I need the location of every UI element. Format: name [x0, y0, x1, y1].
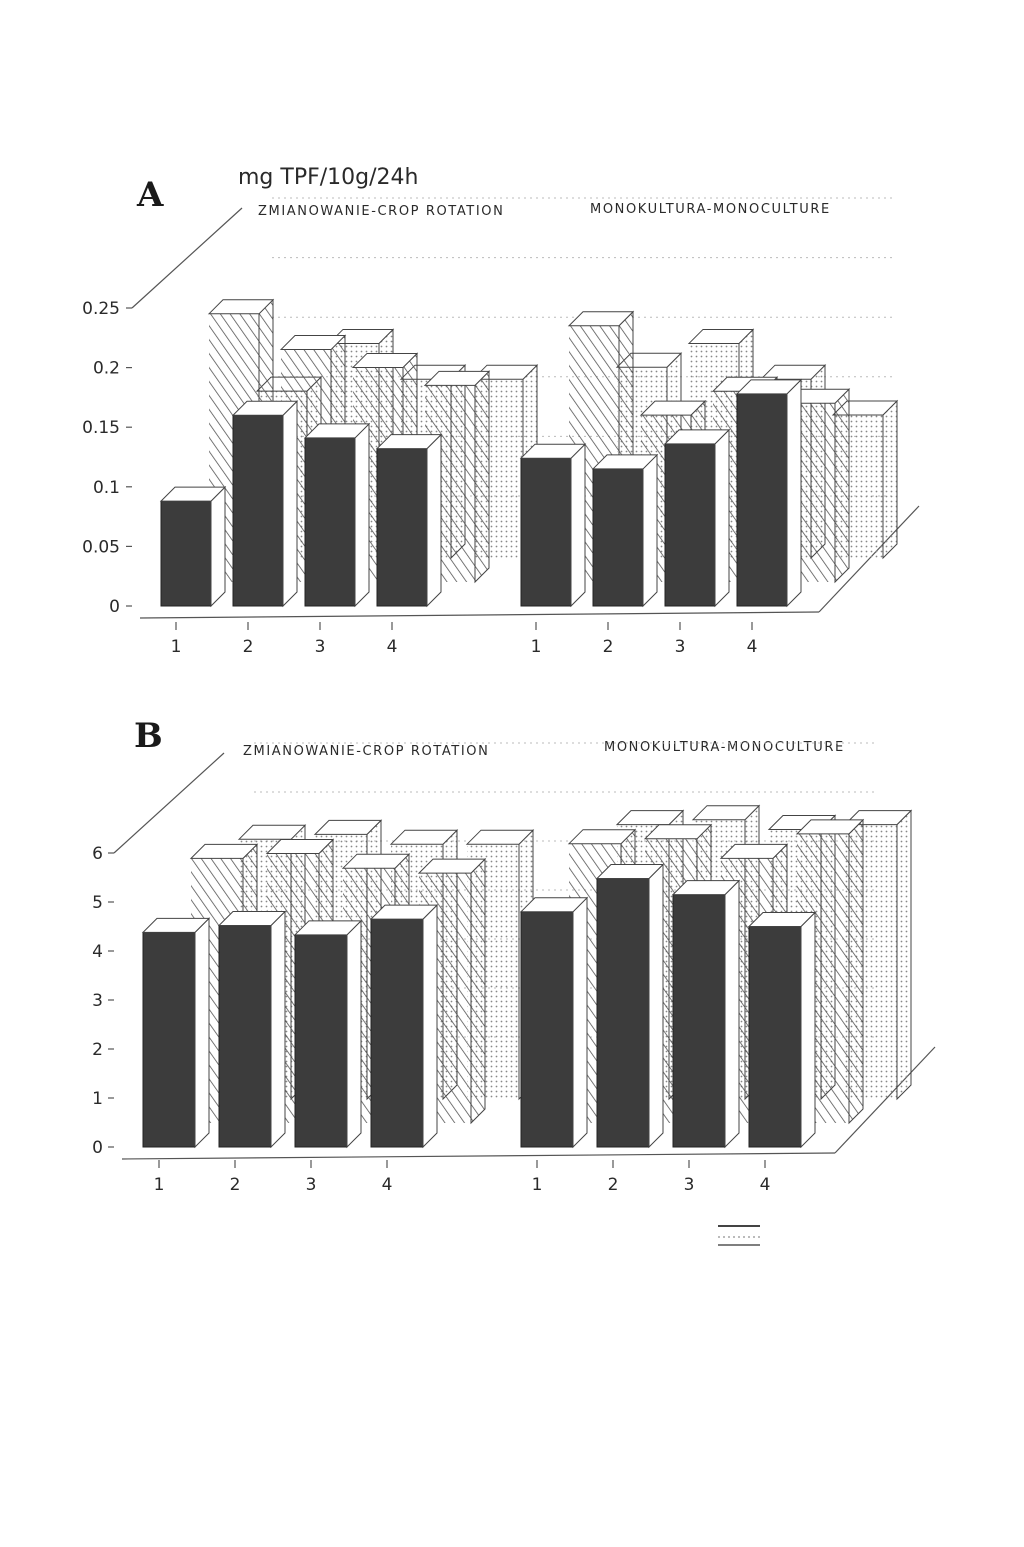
panel-b-bar-hatched-g1-c4-side — [471, 859, 485, 1123]
panel-b-category-label: 3 — [305, 1175, 317, 1195]
panel-b-category-label: 1 — [153, 1175, 165, 1195]
panel-a-category-label: 2 — [242, 637, 254, 657]
panel-b-floor-front — [122, 1153, 835, 1159]
panel-b-bar-solid-g2-c3-side — [725, 881, 739, 1147]
panel-b-bar-solid-g1-c2 — [219, 912, 285, 1147]
panel-b-category-label: 4 — [381, 1175, 393, 1195]
panel-a-bar-solid-g2-c1 — [521, 444, 585, 606]
panel-b-bar-solid-g1-c3 — [295, 921, 361, 1147]
panel-b-bar-solid-g1-c1 — [143, 918, 209, 1147]
panel-a-bar-solid-g1-c3-side — [355, 424, 369, 606]
panel-b-bar-solid-g2-c1 — [521, 898, 587, 1147]
panel-b-ytick-label: 6 — [92, 844, 103, 864]
panel-b-bar-solid-g2-c4 — [749, 913, 815, 1148]
panel-a-category-label: 1 — [170, 637, 182, 657]
panel-a-bar-solid-g2-c4-front — [737, 394, 787, 606]
panel-a-category-label: 2 — [602, 637, 614, 657]
panel-a-plot — [82, 198, 919, 657]
panel-a-bar-solid-g1-c4 — [377, 435, 441, 606]
panel-b-label: B — [134, 716, 163, 756]
panel-b-category-label: 1 — [531, 1175, 543, 1195]
panel-a-ytick-label: 0.15 — [82, 418, 120, 439]
panel-b-bar-solid-g2-c1-front — [521, 912, 573, 1147]
panel-b-ytick-label: 1 — [92, 1089, 103, 1109]
legend — [718, 1226, 760, 1245]
panel-b-bar-solid-g1-c4 — [371, 905, 437, 1147]
panel-a-ytick-label: 0.05 — [82, 537, 120, 558]
panel-a-bar-solid-g1-c2-side — [283, 401, 297, 606]
panel-a-bar-dotted-g2-c4-side — [883, 401, 897, 558]
panel-b-ytick-label: 0 — [92, 1138, 103, 1158]
panel-a-bar-solid-g1-c4-side — [427, 435, 441, 606]
panel-b-bar-solid-g2-c4-side — [801, 913, 815, 1148]
panel-a-bar-hatched-g1-c4-side — [475, 371, 489, 582]
panel-a-category-label: 3 — [314, 637, 326, 657]
panel-a-bar-solid-g2-c3 — [665, 430, 729, 606]
panel-a-category-label: 3 — [674, 637, 686, 657]
panel-a-bar-solid-g2-c2-side — [643, 455, 657, 606]
panel-b-category-label: 2 — [229, 1175, 241, 1195]
panel-a-bar-solid-g2-c4 — [737, 380, 801, 606]
panel-a-bar-hatched-g2-c4-side — [835, 389, 849, 582]
panel-a-group-monoculture: MONOKULTURA-MONOCULTURE — [590, 202, 831, 217]
panel-b-category-label: 4 — [759, 1175, 771, 1195]
panel-a-ytick-label: 0 — [109, 597, 120, 617]
panel-a-bar-solid-g2-c3-side — [715, 430, 729, 606]
panel-a-bar-solid-g1-c1-side — [211, 487, 225, 606]
panel-a-label: A — [137, 175, 164, 215]
panel-a-bar-solid-g2-c2-front — [593, 469, 643, 606]
panel-a-category-label: 4 — [746, 637, 758, 657]
panel-b-bar-solid-g1-c2-front — [219, 926, 271, 1147]
panel-b-bar-solid-g1-c1-side — [195, 918, 209, 1147]
panel-b-bar-solid-g2-c3 — [673, 881, 739, 1147]
panel-a-bar-solid-g2-c3-front — [665, 444, 715, 606]
panel-b-ytick-label: 3 — [92, 991, 103, 1011]
panel-a-bar-solid-g1-c2-front — [233, 415, 283, 606]
panel-b-depth-axis — [114, 753, 224, 853]
panel-b-ytick-label: 4 — [92, 942, 103, 962]
panel-a-ytick-label: 0.1 — [92, 477, 120, 498]
panel-b-bar-solid-g2-c2 — [597, 864, 663, 1147]
panel-a-floor-front — [140, 612, 819, 618]
panel-b-ytick-label: 5 — [92, 893, 103, 913]
panel-b-bar-solid-g2-c2-side — [649, 864, 663, 1147]
panel-a-ytick-label: 0.2 — [92, 358, 120, 379]
panel-b-bar-solid-g1-c2-side — [271, 912, 285, 1147]
panel-a-bar-solid-g1-c2 — [233, 401, 297, 606]
panel-b-group-rotation: ZMIANOWANIE-CROP ROTATION — [243, 744, 490, 759]
panel-b-category-label: 2 — [607, 1175, 619, 1195]
panel-b-bar-hatched-g2-c4-side — [849, 820, 863, 1123]
panel-a-bar-solid-g2-c1-front — [521, 458, 571, 606]
panel-a-ytick-label: 0.25 — [82, 299, 120, 319]
panel-b-plot — [92, 743, 935, 1195]
panel-b-category-label: 3 — [683, 1175, 695, 1195]
panel-b-bar-solid-g2-c2-front — [597, 878, 649, 1147]
panel-a — [82, 165, 919, 657]
panel-a-bar-solid-g2-c4-side — [787, 380, 801, 606]
panel-a-bar-solid-g1-c1 — [161, 487, 225, 606]
panel-a-bar-solid-g1-c3-front — [305, 438, 355, 606]
panel-b-bar-solid-g1-c3-front — [295, 935, 347, 1147]
panel-b-group-monoculture: MONOKULTURA-MONOCULTURE — [604, 740, 845, 755]
panel-b — [92, 716, 935, 1195]
panel-b-bar-solid-g1-c4-front — [371, 919, 423, 1147]
panel-a-ylabel: mg TPF/10g/24h — [238, 165, 419, 190]
panel-a-depth-axis — [132, 208, 242, 308]
panel-b-bar-dotted-g2-c4-side — [897, 811, 911, 1099]
panel-b-bar-solid-g1-c1-front — [143, 932, 195, 1147]
panel-b-bar-solid-g1-c4-side — [423, 905, 437, 1147]
panel-a-category-label: 4 — [386, 637, 398, 657]
panel-b-bar-solid-g2-c3-front — [673, 895, 725, 1147]
panel-a-bar-solid-g1-c4-front — [377, 449, 427, 606]
panel-a-bar-solid-g1-c1-front — [161, 501, 211, 606]
panel-b-bar-solid-g2-c1-side — [573, 898, 587, 1147]
panel-a-bar-solid-g2-c1-side — [571, 444, 585, 606]
panel-b-bar-solid-g1-c3-side — [347, 921, 361, 1147]
panel-b-bar-solid-g2-c4-front — [749, 927, 801, 1148]
panel-a-category-label: 1 — [530, 637, 542, 657]
panel-b-ytick-label: 2 — [92, 1040, 103, 1060]
panel-a-group-rotation: ZMIANOWANIE-CROP ROTATION — [258, 204, 505, 219]
panel-a-bar-solid-g2-c2 — [593, 455, 657, 606]
panel-a-bar-solid-g1-c3 — [305, 424, 369, 606]
